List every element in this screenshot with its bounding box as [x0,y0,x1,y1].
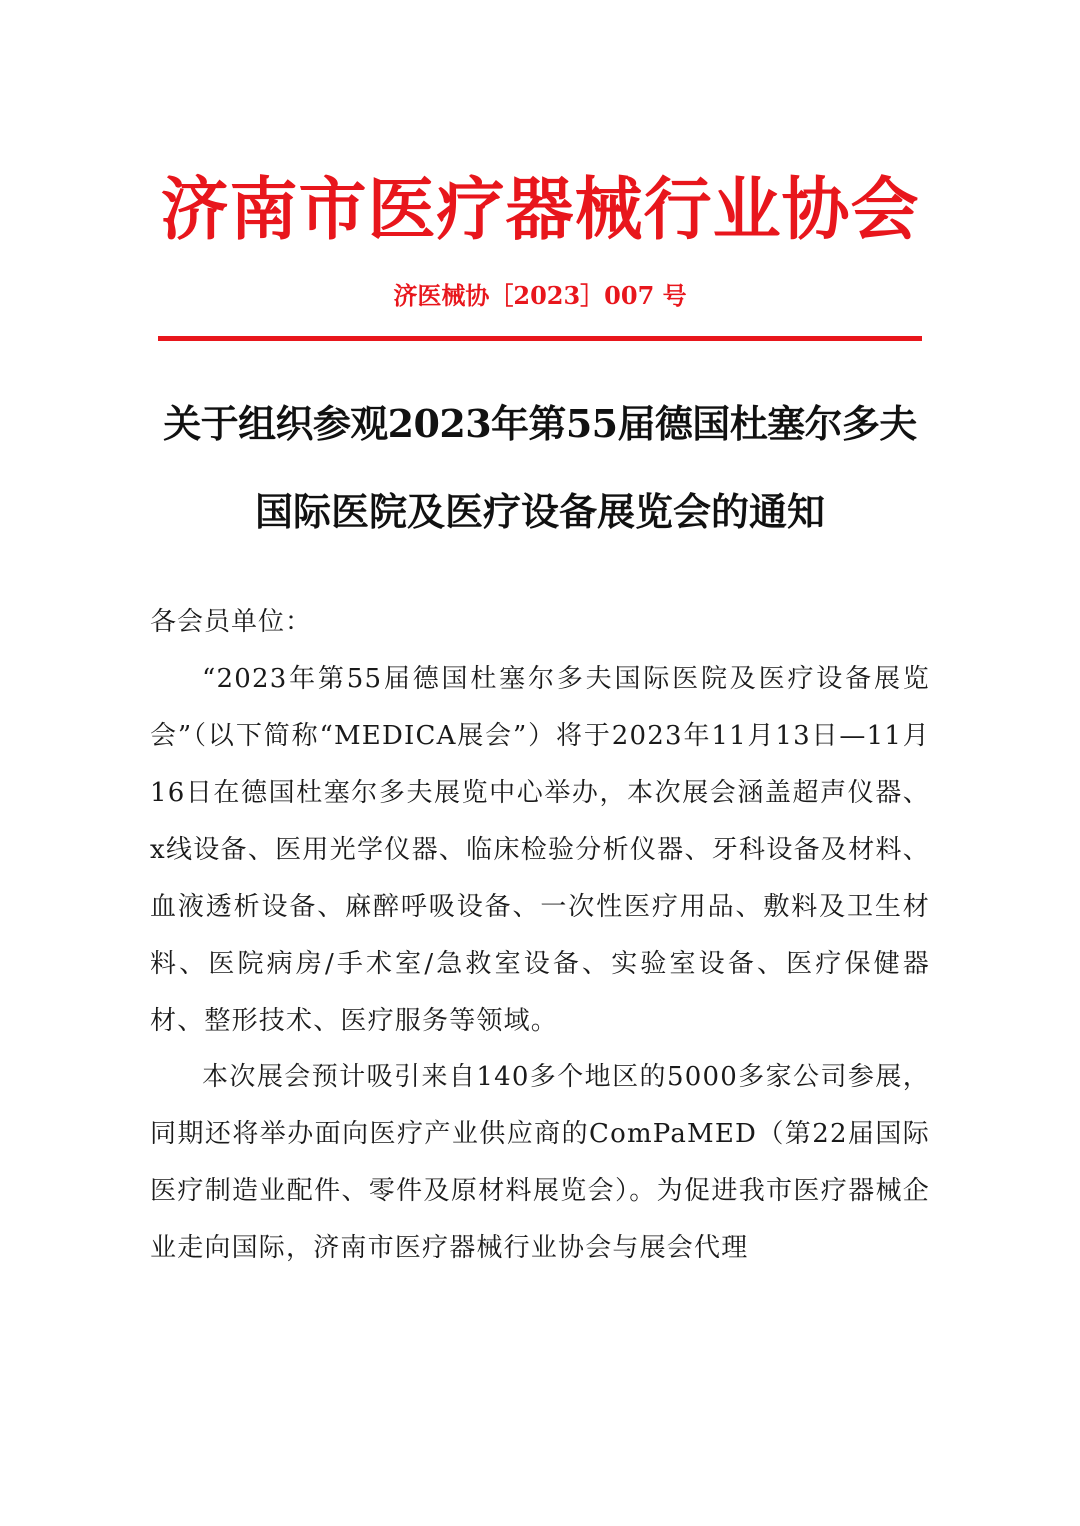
organization-title: 济南市医疗器械行业协会 [160,170,920,250]
body-paragraph-2: 本次展会预计吸引来自140多个地区的5000多家公司参展，同期还将举办面向医疗产业供应商的ComPaMED（第22届国际医疗制造业配件、零件及原材料展览会）。为促进我市医疗器械企业走向国际，济南市医疗器械行业协会与展会代理 [150,1062,930,1263]
notice-title-line-2: 国际医院及医疗设备展览会的通知 [254,489,825,534]
notice-title-line-1: 关于组织参观2023年第55届德国杜塞尔多夫 [163,401,917,446]
salutation: 各会员单位： [150,607,313,637]
body-paragraph-1: “2023年第55届德国杜塞尔多夫国际医院及医疗设备展览会”（以下简称“MEDICA展会”）将于2023年11月13日—11月16日在德国杜塞尔多夫展览中心举办，本次展会涵盖超声仪器、x线设备、医用光学仪器、临床检验分析仪器、牙科设备及材料、血液透析设备、麻醉呼吸设备、一次性医疗用品、敷料及卫生材料、医院病房/手术室/急救室设备、实验室设备、医疗保健器材、整形技术、医疗服务等领域。 [150,664,930,1036]
document-number: 济医械协［2023］007 号 [393,281,687,310]
red-divider-line [158,336,922,341]
